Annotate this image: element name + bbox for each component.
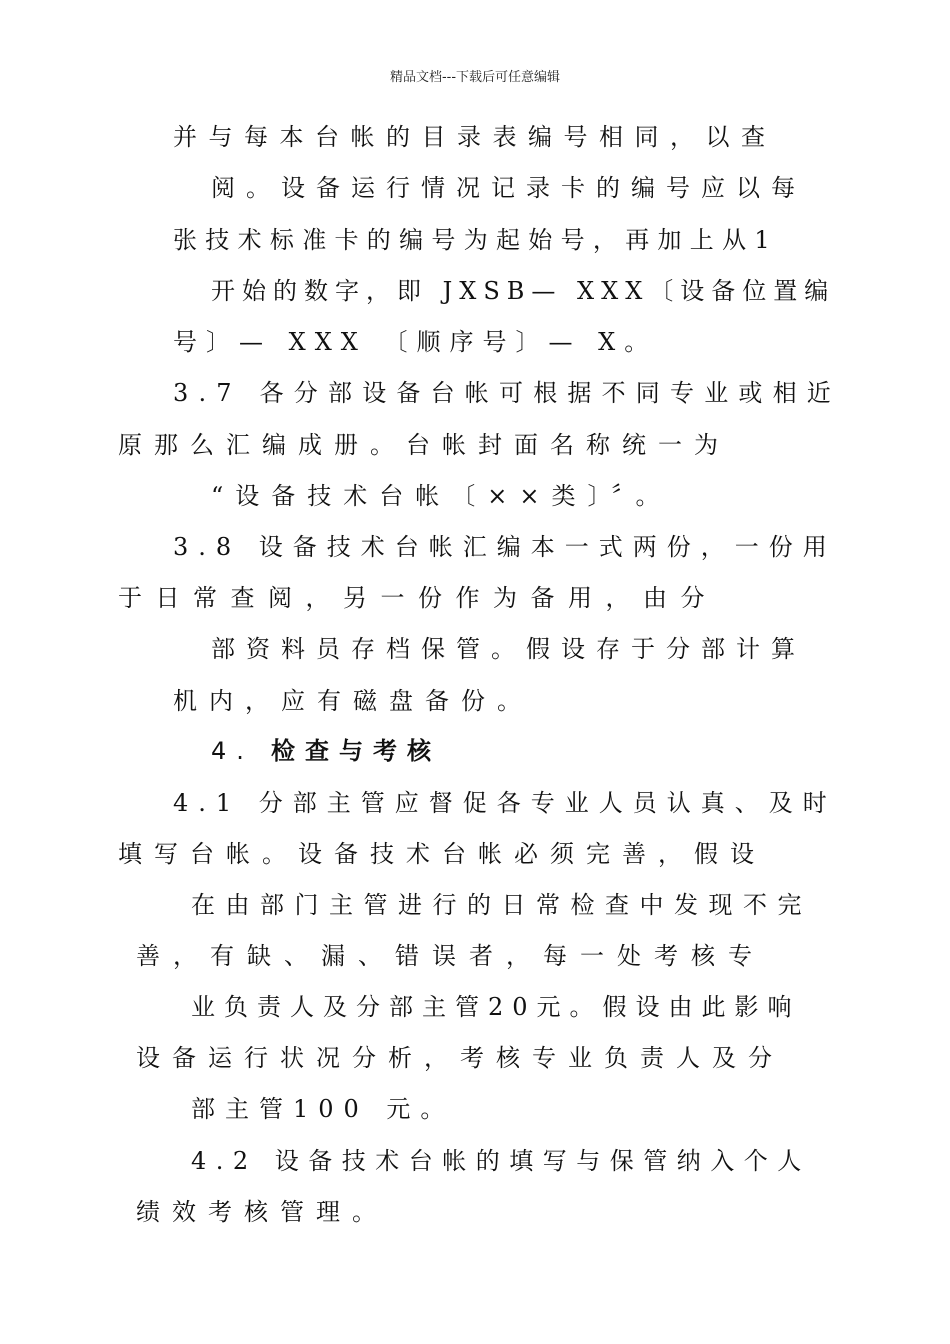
text-line: 绩效考核管理。 <box>136 1198 388 1226</box>
text-line: 4.2 设备技术台帐的填写与保管纳入个人 <box>191 1147 811 1175</box>
text-line: “设备技术台帐〔××类〕〞。 <box>211 482 672 510</box>
text-line: 并与每本台帐的目录表编号相同，以查 <box>173 123 777 151</box>
text-line: 张技术标准卡的编号为起始号，再加上从1 <box>173 226 778 254</box>
text-line: 设备运行状况分析，考核专业负责人及分 <box>136 1044 784 1072</box>
page-header: 精品文档---下载后可任意编辑 <box>389 70 561 85</box>
text-line: 部主管100 元。 <box>191 1095 455 1123</box>
text-line: 3.8 设备技术台帐汇编本一式两份，一份用 <box>173 533 837 561</box>
section-number: 4. <box>211 737 254 765</box>
section-title: 检查与考核 <box>271 737 441 765</box>
text-line: 开始的数字，即 JXSB— XXX〔设备位置编 <box>211 277 836 305</box>
text-line: 阅。设备运行情况记录卡的编号应以每 <box>211 174 806 202</box>
text-line: 善，有缺、漏、错误者，每一处考核专 <box>136 942 765 970</box>
text-line: 在由部门主管进行的日常检查中发现不完 <box>191 891 812 919</box>
text-line: 填写台帐。设备技术台帐必须完善，假设 <box>118 840 766 868</box>
text-line: 号〕— XXX 〔顺序号〕— X。 <box>173 328 658 356</box>
text-line: 业负责人及分部主管20元。假设由此影响 <box>191 993 801 1021</box>
text-line: 于日常查阅，另一份作为备用，由分 <box>118 584 718 612</box>
text-line: 部资料员存档保管。假设存于分部计算 <box>211 635 806 663</box>
text-line: 机内，应有磁盘备份。 <box>173 687 533 715</box>
text-line: 4.1 分部主管应督促各专业人员认真、及时 <box>173 789 837 817</box>
section-heading <box>211 736 441 766</box>
text-line: 3.7 各分部设备台帐可根据不同专业或相近 <box>173 379 841 407</box>
text-line: 原那么汇编成册。台帐封面名称统一为 <box>118 431 730 459</box>
